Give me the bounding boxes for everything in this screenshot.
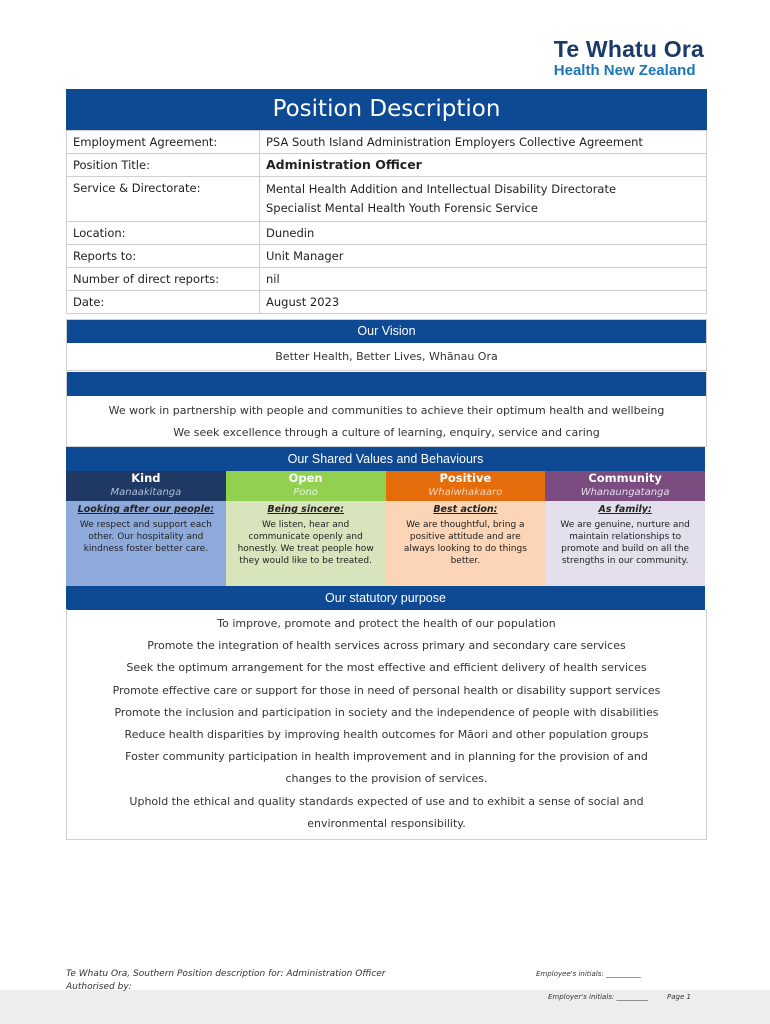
- table-row: [67, 154, 707, 177]
- purpose-title: Our statutory purpose: [66, 586, 705, 610]
- detail-value: August 2023: [260, 291, 707, 314]
- purpose-line: To improve, promote and protect the health of our population: [217, 617, 556, 630]
- value-description: We are genuine, nurture and maintain relationships to promote and build on all the strengths in our community.: [560, 520, 690, 566]
- value-lead: Best action:: [433, 504, 498, 515]
- footer-band: [0, 990, 770, 1024]
- purpose-line: Foster community participation in health improvement and in planning for the provision of and: [125, 750, 648, 764]
- value-maori: Pono: [226, 486, 386, 501]
- footer-left: [66, 968, 386, 994]
- purpose-line: Promote the integration of health services across primary and secondary care services: [147, 639, 626, 653]
- page-title: Position Description: [66, 89, 707, 130]
- details-table: [66, 130, 707, 314]
- detail-label: Reports to:: [67, 245, 260, 268]
- mission-line: We seek excellence through a culture of learning, enquiry, service and caring: [173, 426, 600, 439]
- value-positive: [386, 471, 546, 590]
- value-maori: Whaiwhakaaro: [386, 486, 546, 501]
- detail-value: [260, 177, 707, 222]
- detail-value-line: Specialist Mental Health Youth Forensic Service: [266, 201, 538, 215]
- employee-initials: Employee's initials: __________: [536, 970, 641, 978]
- vision-section: [66, 319, 707, 371]
- detail-label: Employment Agreement:: [67, 131, 260, 154]
- detail-value: nil: [260, 268, 707, 291]
- value-name: Positive: [386, 471, 546, 486]
- value-description: We listen, hear and communicate openly and honestly. We treat people how they would like to be treated.: [237, 520, 374, 566]
- detail-label: Service & Directorate:: [67, 177, 260, 222]
- detail-value: Dunedin: [260, 222, 707, 245]
- values-section: [66, 447, 705, 470]
- values-grid: [66, 471, 705, 590]
- logo-title: Te Whatu Ora: [553, 36, 704, 62]
- purpose-line: Uphold the ethical and quality standards expected of use and to exhibit a sense of social and: [129, 794, 644, 808]
- table-row: [67, 268, 707, 291]
- value-lead: Being sincere:: [267, 504, 344, 515]
- table-row: [67, 291, 707, 314]
- detail-value: Administration Officer: [260, 154, 707, 177]
- footer-position: Te Whatu Ora, Southern Position description for: Administration Officer: [66, 969, 386, 979]
- purpose-header: [66, 586, 705, 609]
- value-maori: Manaakitanga: [66, 486, 226, 501]
- table-row: [67, 131, 707, 154]
- vision-title: Our Vision: [67, 320, 706, 343]
- employer-initials: Employer's initials: _________: [548, 993, 649, 1001]
- value-description: We are thoughtful, bring a positive attitude and are always looking to do things better.: [403, 520, 527, 566]
- value-name: Open: [226, 471, 386, 486]
- mission-section: [66, 372, 707, 447]
- value-name: Community: [545, 471, 705, 486]
- detail-label: Number of direct reports:: [67, 268, 260, 291]
- footer-authorised: Authorised by:: [66, 982, 132, 992]
- purpose-line: changes to the provision of services.: [285, 772, 488, 786]
- page-number: Page 1: [667, 993, 691, 1001]
- value-lead: As family:: [598, 504, 652, 515]
- logo: [554, 36, 704, 80]
- value-kind: [66, 471, 226, 590]
- value-open: [226, 471, 386, 590]
- vision-text: Better Health, Better Lives, Whānau Ora: [275, 350, 498, 363]
- purpose-line: Seek the optimum arrangement for the most effective and efficient delivery of health services: [126, 661, 647, 675]
- mission-bar: [67, 372, 706, 396]
- value-lead: Looking after our people:: [77, 504, 215, 515]
- value-name: Kind: [66, 471, 226, 486]
- mission-line: We work in partnership with people and communities to achieve their optimum health and wellbeing: [108, 404, 665, 417]
- value-description: We respect and support each other. Our hospitality and kindness foster better care.: [79, 520, 212, 554]
- purpose-line: Reduce health disparities by improving health outcomes for Māori and other population groups: [124, 728, 649, 742]
- logo-subtitle: Health New Zealand: [553, 62, 696, 79]
- table-row: [67, 222, 707, 245]
- detail-value: Unit Manager: [260, 245, 707, 268]
- purpose-line: Promote effective care or support for those in need of personal health or disability support services: [112, 683, 661, 697]
- detail-label: Location:: [67, 222, 260, 245]
- detail-value: PSA South Island Administration Employers Collective Agreement: [260, 131, 707, 154]
- detail-value-line: Mental Health Addition and Intellectual Disability Directorate: [266, 182, 617, 196]
- value-maori: Whanaungatanga: [545, 486, 705, 501]
- purpose-list: [66, 609, 707, 840]
- value-community: [545, 471, 705, 590]
- table-row: [67, 245, 707, 268]
- detail-label: Date:: [67, 291, 260, 314]
- detail-label: Position Title:: [67, 154, 260, 177]
- purpose-line: Promote the inclusion and participation in society and the independence of people with disabilities: [114, 705, 659, 719]
- values-title: Our Shared Values and Behaviours: [66, 447, 705, 471]
- purpose-line: environmental responsibility.: [307, 816, 466, 830]
- table-row: [67, 177, 707, 222]
